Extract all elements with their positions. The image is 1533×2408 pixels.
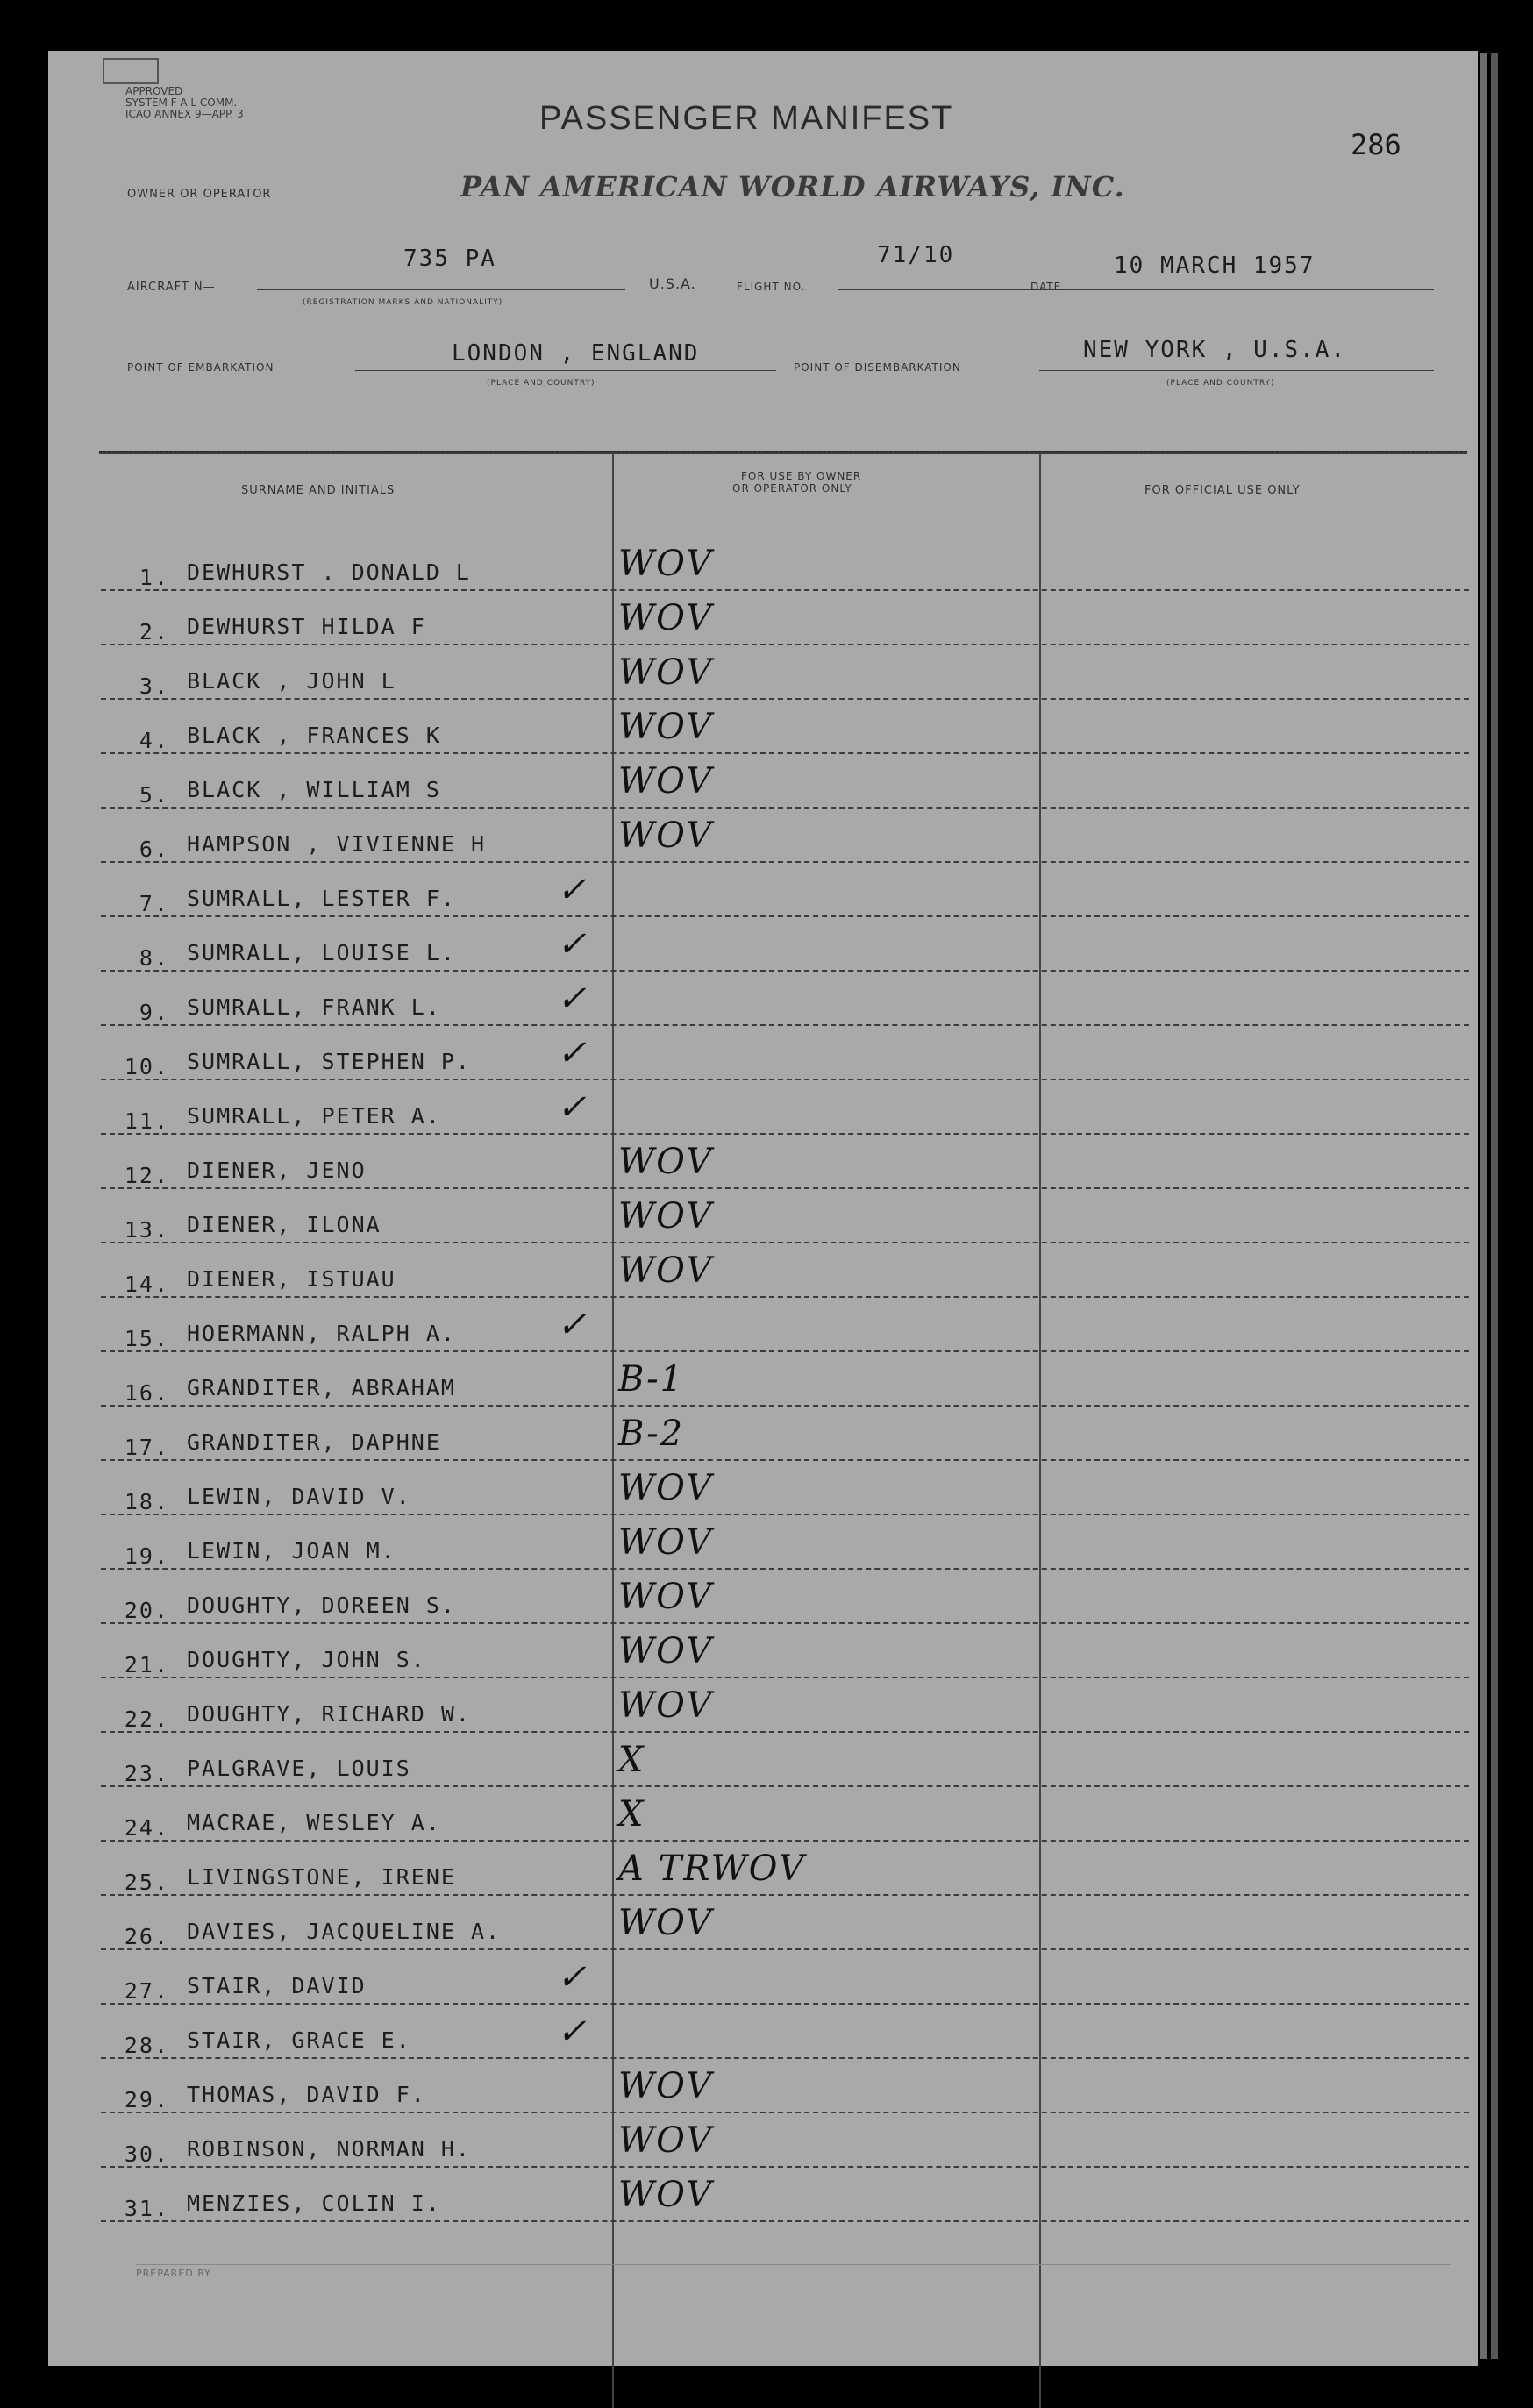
row-rule xyxy=(101,1840,1469,1843)
table-row xyxy=(48,1849,1478,1908)
row-rule xyxy=(101,1079,1469,1082)
owner-mark: WOV xyxy=(618,652,714,693)
row-number: 29. xyxy=(124,2087,169,2112)
aircraft-note: (REGISTRATION MARKS AND NATIONALITY) xyxy=(303,298,503,307)
row-number: 7. xyxy=(139,891,169,916)
passenger-name: THOMAS, DAVID F. xyxy=(187,2082,426,2107)
table-row xyxy=(48,1087,1478,1147)
table-row xyxy=(48,1522,1478,1582)
row-rule xyxy=(101,861,1469,865)
row-rule xyxy=(101,1948,1469,1952)
date-rule xyxy=(1074,289,1434,290)
owner-mark: WOV xyxy=(618,1577,714,1617)
table-row xyxy=(48,1250,1478,1310)
passenger-name: SUMRALL, PETER A. xyxy=(187,1103,441,1129)
owner-label: OWNER OR OPERATOR xyxy=(127,188,272,201)
row-number: 16. xyxy=(124,1380,169,1406)
passenger-name: BLACK , JOHN L xyxy=(187,668,396,694)
passenger-name: MENZIES, COLIN I. xyxy=(187,2191,441,2216)
date-value: 10 MARCH 1957 xyxy=(1114,253,1316,279)
row-rule xyxy=(101,1622,1469,1626)
table-row xyxy=(48,544,1478,603)
owner-mark: ✓ xyxy=(557,1957,588,1998)
row-number: 21. xyxy=(124,1652,169,1678)
passenger-name: HAMPSON , VIVIENNE H xyxy=(187,831,487,857)
table-row xyxy=(48,1685,1478,1745)
table-row xyxy=(48,870,1478,930)
row-number: 25. xyxy=(124,1870,169,1895)
row-number: 13. xyxy=(124,1217,169,1243)
owner-mark: ✓ xyxy=(557,924,588,965)
owner-value: PAN AMERICAN WORLD AIRWAYS, INC. xyxy=(460,170,1125,203)
row-number: 9. xyxy=(139,1000,169,1025)
owner-mark: ✓ xyxy=(557,1033,588,1073)
passenger-name: PALGRAVE, LOUIS xyxy=(187,1756,411,1781)
col-header-owner-2: OR OPERATOR ONLY xyxy=(732,482,852,495)
row-number: 17. xyxy=(124,1435,169,1460)
row-number: 10. xyxy=(124,1054,169,1079)
owner-mark: ✓ xyxy=(557,979,588,1019)
row-rule xyxy=(101,915,1469,919)
passenger-name: DEWHURST . DONALD L xyxy=(187,559,471,585)
table-row xyxy=(48,2012,1478,2071)
row-rule xyxy=(101,1242,1469,1245)
row-rule xyxy=(101,644,1469,647)
passenger-name: DIENER, ISTUAU xyxy=(187,1266,396,1292)
table-row xyxy=(48,1359,1478,1419)
row-number: 23. xyxy=(124,1761,169,1786)
table-row xyxy=(48,1142,1478,1201)
row-number: 30. xyxy=(124,2141,169,2167)
table-row xyxy=(48,1631,1478,1691)
disembark-note: (PLACE AND COUNTRY) xyxy=(1166,379,1275,388)
table-row xyxy=(48,1033,1478,1093)
disembark-rule xyxy=(1039,370,1434,371)
table-row xyxy=(48,652,1478,712)
row-number: 4. xyxy=(139,728,169,753)
passenger-name: DAVIES, JACQUELINE A. xyxy=(187,1919,502,1944)
table-row xyxy=(48,979,1478,1038)
row-number: 5. xyxy=(139,782,169,808)
owner-mark: ✓ xyxy=(557,1087,588,1128)
owner-mark: WOV xyxy=(618,761,714,801)
passenger-name: BLACK , WILLIAM S xyxy=(187,777,441,802)
passenger-name: DIENER, ILONA xyxy=(187,1212,381,1237)
passenger-name: SUMRALL, LESTER F. xyxy=(187,886,456,911)
row-number: 6. xyxy=(139,837,169,862)
table-row xyxy=(48,1957,1478,2017)
approval-stamp-box xyxy=(103,58,159,84)
table-row xyxy=(48,1468,1478,1528)
row-number: 20. xyxy=(124,1598,169,1623)
row-number: 3. xyxy=(139,673,169,699)
table-row xyxy=(48,2175,1478,2234)
disembark-value: NEW YORK , U.S.A. xyxy=(1083,337,1347,363)
col-header-owner-1: FOR USE BY OWNER xyxy=(741,470,862,482)
nationality-label: U.S.A. xyxy=(649,275,696,292)
passenger-name: ROBINSON, NORMAN H. xyxy=(187,2136,471,2162)
row-rule xyxy=(101,1024,1469,1028)
paper-edge-2 xyxy=(1491,53,1498,2359)
owner-mark: B-2 xyxy=(618,1414,685,1454)
passenger-name: DOUGHTY, RICHARD W. xyxy=(187,1701,471,1727)
owner-mark: X xyxy=(618,1740,645,1780)
owner-mark: WOV xyxy=(618,598,714,638)
table-row xyxy=(48,1577,1478,1636)
row-rule xyxy=(101,1677,1469,1680)
row-rule xyxy=(101,1350,1469,1354)
flight-value: 71/10 xyxy=(877,242,955,268)
table-row xyxy=(48,761,1478,821)
table-top-rule xyxy=(99,451,1467,454)
passenger-name: STAIR, GRACE E. xyxy=(187,2027,411,2053)
owner-mark: WOV xyxy=(618,1142,714,1182)
passenger-name: DOUGHTY, DOREEN S. xyxy=(187,1592,456,1618)
passenger-name: GRANDITER, DAPHNE xyxy=(187,1429,441,1455)
row-rule xyxy=(101,589,1469,593)
owner-mark: WOV xyxy=(618,1631,714,1671)
owner-mark: WOV xyxy=(618,1522,714,1563)
row-number: 8. xyxy=(139,945,169,971)
row-rule xyxy=(101,1187,1469,1191)
row-number: 12. xyxy=(124,1163,169,1188)
row-number: 18. xyxy=(124,1489,169,1514)
footer-rule xyxy=(136,2264,1451,2265)
passenger-name: STAIR, DAVID xyxy=(187,1973,367,1998)
owner-mark: WOV xyxy=(618,1903,714,1943)
table-row xyxy=(48,707,1478,766)
row-number: 22. xyxy=(124,1706,169,1732)
passenger-name: SUMRALL, FRANK L. xyxy=(187,994,441,1020)
row-rule xyxy=(101,2166,1469,2169)
embark-note: (PLACE AND COUNTRY) xyxy=(487,379,595,388)
flight-label: FLIGHT NO. xyxy=(737,281,806,293)
row-number: 31. xyxy=(124,2196,169,2221)
row-rule xyxy=(101,970,1469,973)
passenger-name: GRANDITER, ABRAHAM xyxy=(187,1375,456,1400)
row-number: 28. xyxy=(124,2033,169,2058)
row-rule xyxy=(101,1568,1469,1571)
passenger-name: MACRAE, WESLEY A. xyxy=(187,1810,441,1835)
approval-line-1: APPROVED xyxy=(125,85,183,97)
owner-mark: WOV xyxy=(618,2120,714,2161)
col-header-official: FOR OFFICIAL USE ONLY xyxy=(1144,484,1301,497)
page-title: PASSENGER MANIFEST xyxy=(539,100,954,137)
passenger-name: LEWIN, DAVID V. xyxy=(187,1484,411,1509)
owner-mark: WOV xyxy=(618,707,714,747)
passenger-name: DEWHURST HILDA F xyxy=(187,614,426,639)
row-rule xyxy=(101,1133,1469,1136)
row-number: 24. xyxy=(124,1815,169,1841)
embark-label: POINT OF EMBARKATION xyxy=(127,361,275,374)
row-number: 27. xyxy=(124,1978,169,2004)
table-row xyxy=(48,1414,1478,1473)
row-rule xyxy=(101,1785,1469,1789)
col-header-names: SURNAME AND INITIALS xyxy=(241,484,396,497)
table-row xyxy=(48,2066,1478,2126)
embark-value: LONDON , ENGLAND xyxy=(452,340,700,367)
passenger-name: HOERMANN, RALPH A. xyxy=(187,1321,456,1346)
table-row xyxy=(48,1305,1478,1364)
embark-rule xyxy=(355,370,776,371)
row-rule xyxy=(101,1731,1469,1735)
table-row xyxy=(48,924,1478,984)
manifest-page xyxy=(48,51,1478,2366)
table-row xyxy=(48,1740,1478,1799)
owner-mark: WOV xyxy=(618,2175,714,2215)
row-rule xyxy=(101,2057,1469,2061)
row-number: 26. xyxy=(124,1924,169,1949)
passenger-name: BLACK , FRANCES K xyxy=(187,723,441,748)
passenger-name: SUMRALL, LOUISE L. xyxy=(187,940,456,965)
owner-mark: ✓ xyxy=(557,870,588,910)
approval-line-3: ICAO ANNEX 9—APP. 3 xyxy=(125,108,244,120)
row-rule xyxy=(101,1514,1469,1517)
disembark-label: POINT OF DISEMBARKATION xyxy=(794,361,961,374)
owner-mark: WOV xyxy=(618,2066,714,2106)
owner-mark: B-1 xyxy=(618,1359,685,1400)
passenger-name: SUMRALL, STEPHEN P. xyxy=(187,1049,471,1074)
date-label: DATE xyxy=(1030,281,1062,293)
row-number: 11. xyxy=(124,1108,169,1134)
paper-edge-1 xyxy=(1480,53,1487,2359)
aircraft-rule xyxy=(257,289,625,290)
row-rule xyxy=(101,2220,1469,2224)
row-rule xyxy=(101,1894,1469,1898)
owner-mark: ✓ xyxy=(557,2012,588,2052)
owner-mark: WOV xyxy=(618,1685,714,1726)
row-rule xyxy=(101,1459,1469,1463)
row-rule xyxy=(101,752,1469,756)
aircraft-label: AIRCRAFT N— xyxy=(127,281,216,294)
owner-mark: WOV xyxy=(618,1468,714,1508)
passenger-name: DIENER, JENO xyxy=(187,1158,367,1183)
row-number: 14. xyxy=(124,1272,169,1297)
row-number: 19. xyxy=(124,1543,169,1569)
owner-mark: A TRWOV xyxy=(618,1849,806,1889)
table-row xyxy=(48,1903,1478,1963)
prepared-label: PREPARED BY xyxy=(136,2268,211,2279)
table-row xyxy=(48,816,1478,875)
table-row xyxy=(48,2120,1478,2180)
row-rule xyxy=(101,698,1469,702)
table-row xyxy=(48,1196,1478,1256)
table-row xyxy=(48,1794,1478,1854)
row-number: 2. xyxy=(139,619,169,645)
owner-mark: WOV xyxy=(618,816,714,856)
passenger-name: LIVINGSTONE, IRENE xyxy=(187,1864,456,1890)
row-rule xyxy=(101,2112,1469,2115)
row-number: 15. xyxy=(124,1326,169,1351)
row-rule xyxy=(101,807,1469,810)
owner-mark: ✓ xyxy=(557,1305,588,1345)
row-number: 1. xyxy=(139,565,169,590)
owner-mark: X xyxy=(618,1794,645,1834)
owner-mark: WOV xyxy=(618,1250,714,1291)
approval-line-2: SYSTEM F A L COMM. xyxy=(125,96,238,109)
owner-mark: WOV xyxy=(618,544,714,584)
row-rule xyxy=(101,2003,1469,2006)
table-row xyxy=(48,598,1478,658)
aircraft-value: 735 PA xyxy=(403,246,496,272)
passenger-name: LEWIN, JOAN M. xyxy=(187,1538,396,1564)
row-rule xyxy=(101,1296,1469,1300)
page-number: 286 xyxy=(1351,128,1401,161)
passenger-name: DOUGHTY, JOHN S. xyxy=(187,1647,426,1672)
row-rule xyxy=(101,1405,1469,1408)
owner-mark: WOV xyxy=(618,1196,714,1236)
